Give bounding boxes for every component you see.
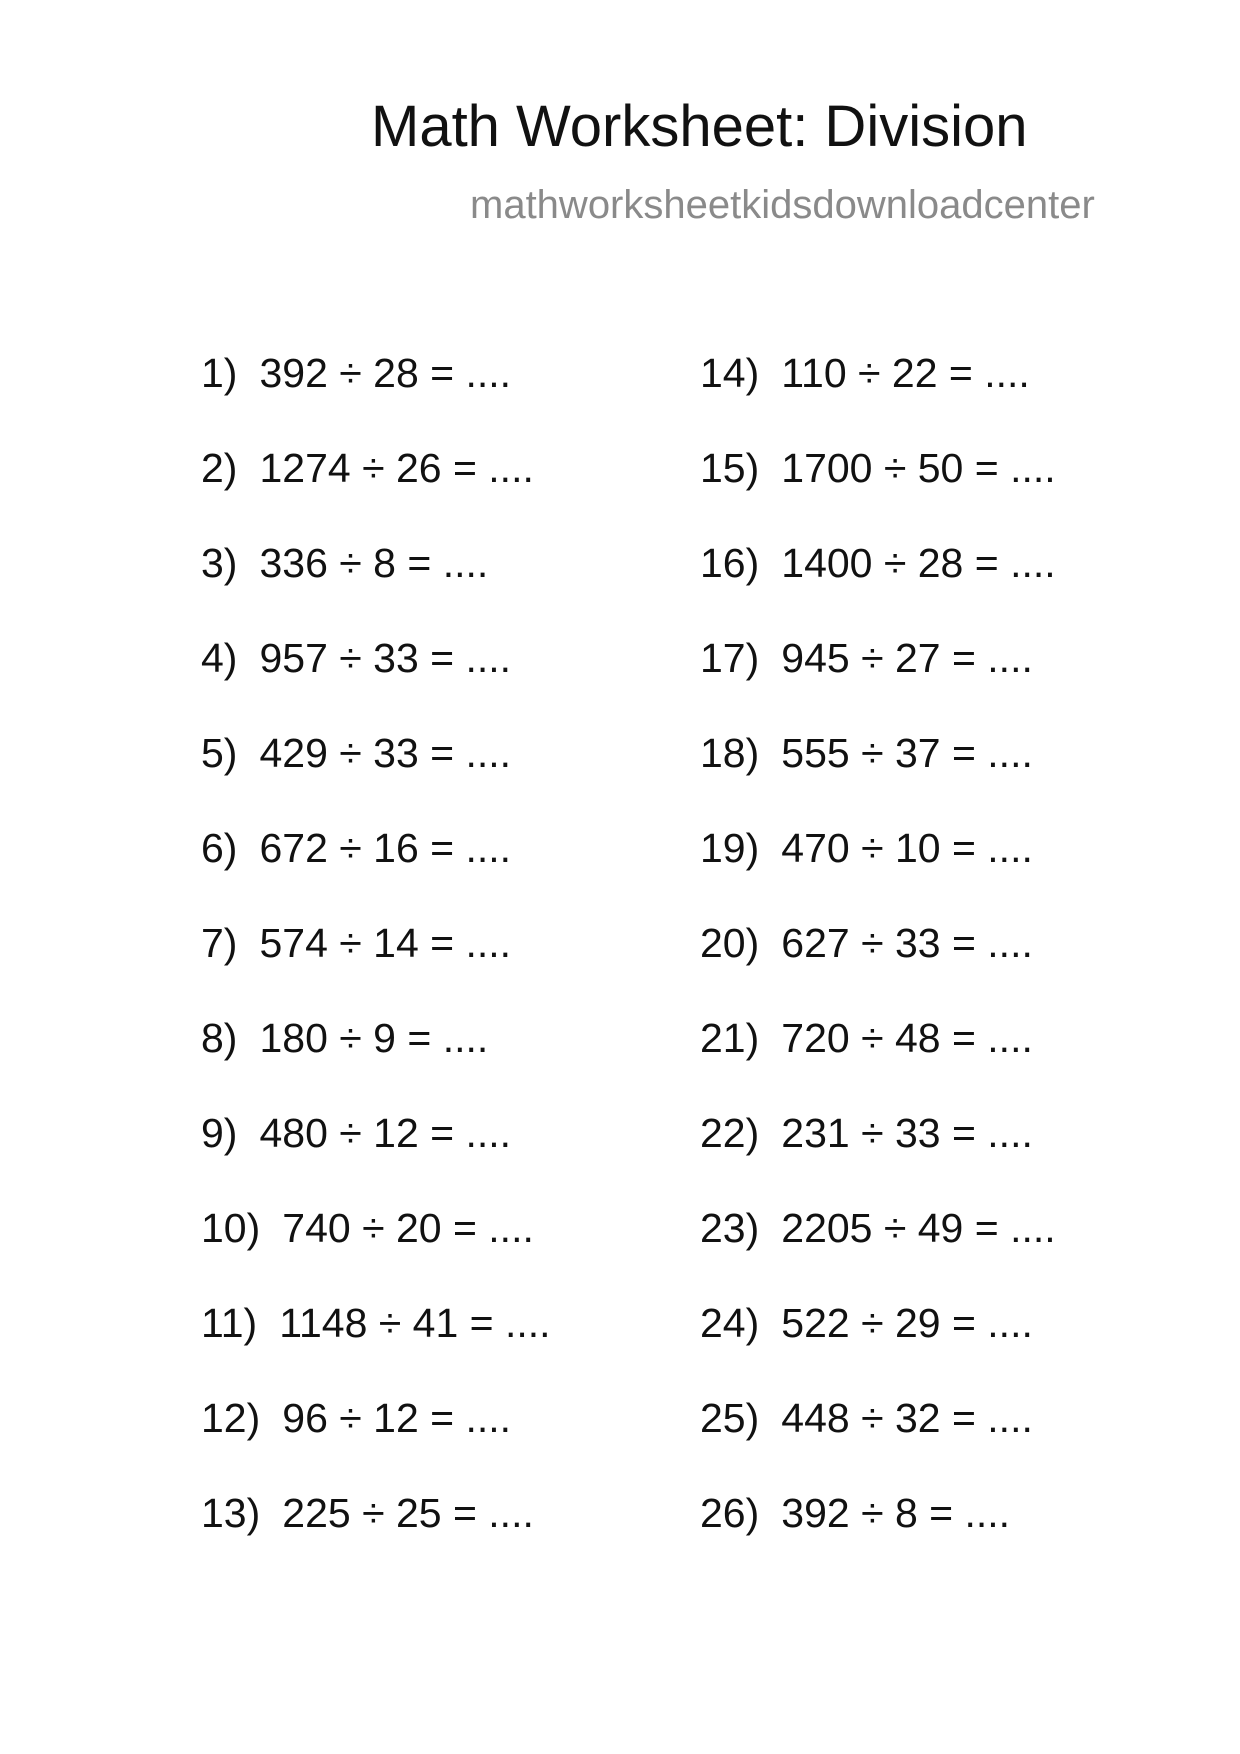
problem-number: 13) bbox=[201, 1490, 261, 1536]
problem-number: 1) bbox=[201, 350, 238, 396]
problem-number: 12) bbox=[201, 1395, 261, 1441]
problem-expression: 448 ÷ 32 = .... bbox=[781, 1395, 1033, 1441]
problems-column-right bbox=[700, 350, 1056, 1588]
problem-number: 10) bbox=[201, 1205, 261, 1251]
problem-item bbox=[700, 1300, 1056, 1398]
problem-item bbox=[700, 540, 1056, 638]
problem-expression: 231 ÷ 33 = .... bbox=[781, 1110, 1033, 1156]
problem-item bbox=[201, 1205, 551, 1303]
problem-expression: 480 ÷ 12 = .... bbox=[259, 1110, 512, 1156]
problem-expression: 1148 ÷ 41 = .... bbox=[279, 1300, 551, 1346]
problem-item bbox=[201, 1395, 551, 1493]
problem-number: 24) bbox=[700, 1300, 760, 1346]
problem-number: 9) bbox=[201, 1110, 238, 1156]
problem-item bbox=[700, 825, 1056, 923]
problem-expression: 392 ÷ 8 = .... bbox=[781, 1490, 1011, 1536]
problem-item bbox=[700, 445, 1056, 543]
problem-number: 19) bbox=[700, 825, 760, 871]
problem-number: 22) bbox=[700, 1110, 760, 1156]
problem-item bbox=[201, 540, 551, 638]
problem-expression: 180 ÷ 9 = .... bbox=[259, 1015, 489, 1061]
problem-number: 6) bbox=[201, 825, 238, 871]
problem-number: 20) bbox=[700, 920, 760, 966]
problem-expression: 470 ÷ 10 = .... bbox=[781, 825, 1033, 871]
problem-number: 21) bbox=[700, 1015, 760, 1061]
problem-expression: 672 ÷ 16 = .... bbox=[259, 825, 512, 871]
problem-item bbox=[201, 1015, 551, 1113]
problem-expression: 429 ÷ 33 = .... bbox=[259, 730, 512, 776]
problem-number: 2) bbox=[201, 445, 238, 491]
problem-expression: 957 ÷ 33 = .... bbox=[259, 635, 512, 681]
problem-expression: 1400 ÷ 28 = .... bbox=[781, 540, 1056, 586]
problem-number: 25) bbox=[700, 1395, 760, 1441]
problem-item bbox=[700, 1015, 1056, 1113]
problem-item bbox=[700, 730, 1056, 828]
problem-item bbox=[201, 1110, 551, 1208]
page-title: Math Worksheet: Division bbox=[371, 94, 1028, 159]
problem-expression: 555 ÷ 37 = .... bbox=[781, 730, 1033, 776]
problem-expression: 2205 ÷ 49 = .... bbox=[781, 1205, 1056, 1251]
problem-expression: 720 ÷ 48 = .... bbox=[781, 1015, 1033, 1061]
problem-number: 14) bbox=[700, 350, 760, 396]
problem-item bbox=[201, 825, 551, 923]
problem-number: 18) bbox=[700, 730, 760, 776]
problem-number: 16) bbox=[700, 540, 760, 586]
problem-number: 17) bbox=[700, 635, 760, 681]
problems-column-left bbox=[201, 350, 551, 1588]
problem-number: 26) bbox=[700, 1490, 760, 1536]
problem-item bbox=[700, 920, 1056, 1018]
problem-item bbox=[201, 920, 551, 1018]
problem-item bbox=[201, 635, 551, 733]
problem-expression: 96 ÷ 12 = .... bbox=[282, 1395, 512, 1441]
problem-item bbox=[700, 1110, 1056, 1208]
problem-number: 7) bbox=[201, 920, 238, 966]
problem-number: 8) bbox=[201, 1015, 238, 1061]
problem-item bbox=[201, 1300, 551, 1398]
problem-number: 3) bbox=[201, 540, 238, 586]
page-subtitle: mathworksheetkidsdownloadcenter bbox=[470, 183, 1095, 227]
problem-number: 15) bbox=[700, 445, 760, 491]
problem-item bbox=[201, 350, 551, 448]
problem-item bbox=[700, 1205, 1056, 1303]
problem-item bbox=[700, 635, 1056, 733]
problem-number: 11) bbox=[201, 1300, 258, 1346]
problem-expression: 945 ÷ 27 = .... bbox=[781, 635, 1033, 681]
problem-item bbox=[700, 350, 1056, 448]
problem-number: 23) bbox=[700, 1205, 760, 1251]
problem-expression: 110 ÷ 22 = .... bbox=[781, 350, 1030, 396]
problem-item bbox=[201, 1490, 551, 1588]
problem-expression: 627 ÷ 33 = .... bbox=[781, 920, 1033, 966]
problem-expression: 574 ÷ 14 = .... bbox=[259, 920, 512, 966]
problem-expression: 225 ÷ 25 = .... bbox=[282, 1490, 534, 1536]
problem-expression: 1274 ÷ 26 = .... bbox=[259, 445, 534, 491]
problem-expression: 522 ÷ 29 = .... bbox=[781, 1300, 1033, 1346]
problem-expression: 392 ÷ 28 = .... bbox=[259, 350, 512, 396]
problem-item bbox=[201, 445, 551, 543]
problem-item bbox=[700, 1395, 1056, 1493]
problem-expression: 1700 ÷ 50 = .... bbox=[781, 445, 1056, 491]
problem-item bbox=[201, 730, 551, 828]
problem-expression: 740 ÷ 20 = .... bbox=[282, 1205, 534, 1251]
problem-number: 5) bbox=[201, 730, 238, 776]
problem-item bbox=[700, 1490, 1056, 1588]
problem-expression: 336 ÷ 8 = .... bbox=[259, 540, 489, 586]
problem-number: 4) bbox=[201, 635, 238, 681]
